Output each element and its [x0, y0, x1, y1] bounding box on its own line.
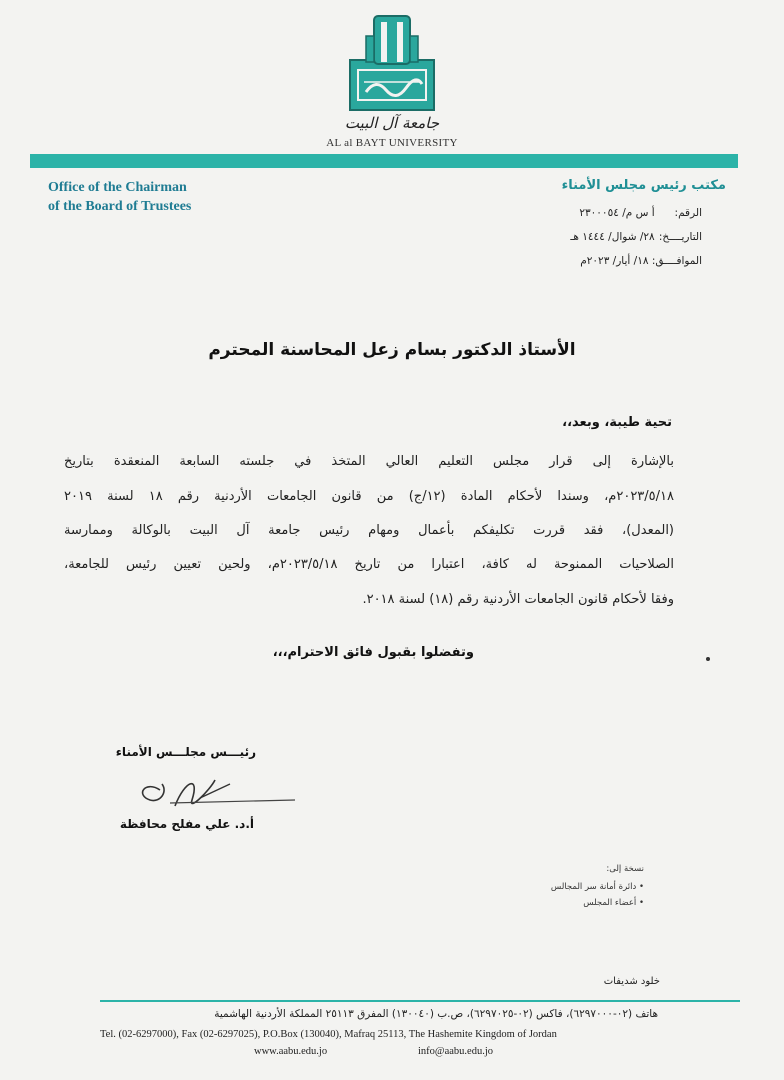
signatory-title: رئيـــس مجلـــس الأمناء	[115, 745, 256, 759]
body-line-1: بالإشارة إلى قرار مجلس التعليم العالي المتخذ في جلسته السابعة المنعقدة بتاريخ	[64, 454, 674, 469]
handwritten-signature-icon	[130, 770, 300, 820]
cc-heading: نسخة إلى:	[606, 864, 644, 874]
date-label: التاريــــخ:	[658, 231, 702, 243]
ref-number	[579, 207, 702, 219]
cc-item: • دائرة أمانة سر المجالس	[550, 882, 644, 892]
university-name-ar: جامعة آل البيت	[344, 114, 440, 132]
hijri-date	[570, 231, 702, 243]
body-line-5: وفقا لأحكام قانون الجامعات الأردنية رقم (١٨) لسنة ٢٠١٨.	[362, 592, 674, 607]
footer-contact-ar: هاتف (٠٢-٦٢٩٧٠٠٠)، فاكس (٠٢-٦٢٩٧٠٢٥)، ص.ب (١٣٠٠٤٠) المفرق ٢٥١١٣ المملكة الأردنية الهاشمية	[214, 1008, 658, 1020]
gregorian-date	[580, 255, 702, 267]
footer-contact-en: Tel. (02-6297000), Fax (02-6297025), P.O.Box (130040), Mafraq 25113, The Hashemite Kingdom of Jordan	[100, 1029, 557, 1040]
header-divider	[30, 154, 738, 168]
ref-label: الرقم:	[674, 207, 702, 219]
stray-mark	[706, 657, 710, 661]
footer-email: info@aabu.edu.jo	[418, 1046, 493, 1057]
office-title-en	[48, 178, 191, 216]
university-name-en: AL al BAYT UNIVERSITY	[326, 137, 458, 149]
greeting: تحية طيبة، وبعد،،	[562, 415, 672, 430]
university-emblem-icon	[346, 14, 438, 114]
typist-initials: خلود شديفات	[603, 976, 660, 987]
office-title-en-line2: of the Board of Trustees	[48, 199, 192, 214]
office-title-ar: مكتب رئيس مجلس الأمناء	[561, 178, 726, 193]
cc-item: • أعضاء المجلس	[583, 898, 644, 908]
university-logo	[326, 14, 458, 154]
ref-value: أ س م/ ٢٣٠٠٠٥٤	[579, 207, 655, 219]
footer-website: www.aabu.edu.jo	[254, 1046, 328, 1057]
body-line-2: ٢٠٢٣/٥/١٨م، وسندا لأحكام المادة (١٢/ج) من قانون الجامعات الأردنية رقم ١٨ لسنة ٢٠١٩	[64, 489, 674, 504]
corr-value: ١٨/ أيار/ ٢٠٢٣م	[580, 255, 649, 267]
footer-divider	[100, 1000, 740, 1002]
signatory-name: أ.د. علي مفلح محافظة	[119, 817, 254, 831]
date-value: ٢٨/ شوال/ ١٤٤٤ هـ	[570, 231, 655, 243]
office-title-en-line1: Office of the Chairman	[48, 180, 187, 195]
closing: وتفضلوا بقبول فائق الاحترام،،،	[272, 645, 474, 660]
body-line-4: الصلاحيات الممنوحة له كافة، اعتبارا من تاريخ ٢٠٢٣/٥/١٨م، ولحين تعيين رئيس للجامعة،	[64, 557, 675, 572]
body-line-3: (المعدل)، فقد قررت تكليفكم بأعمال ومهام رئيس جامعة آل البيت بالوكالة وممارسة	[64, 523, 674, 538]
addressee: الأستاذ الدكتور بسام زعل المحاسنة المحترم	[208, 340, 576, 360]
corr-label: الموافــــق:	[651, 255, 702, 267]
